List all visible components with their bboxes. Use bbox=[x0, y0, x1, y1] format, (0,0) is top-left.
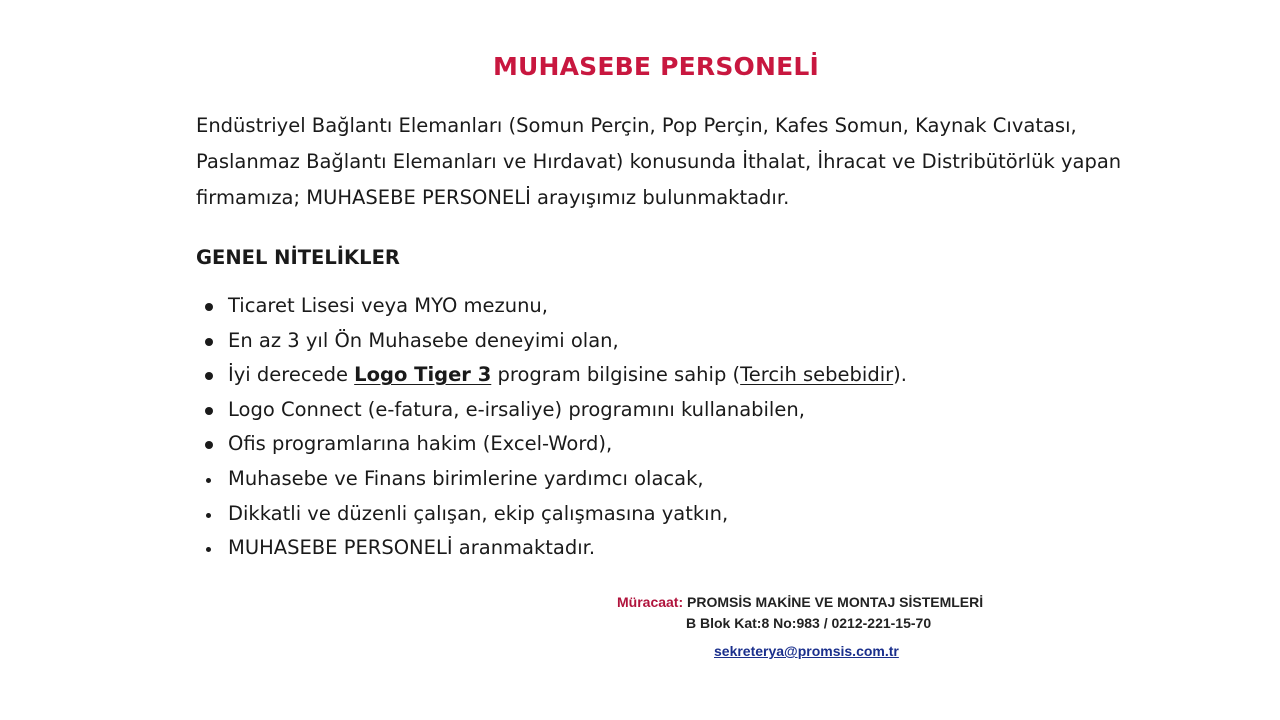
list-item-text: Ticaret Lisesi veya MYO mezunu, bbox=[228, 294, 548, 317]
page-title: MUHASEBE PERSONELİ bbox=[492, 52, 820, 81]
software-name-emphasis: Logo Tiger 3 bbox=[354, 363, 492, 387]
intro-line-1: Endüstriyel Bağlantı Elemanları (Somun Perçin, Pop Perçin, Kafes Somun, Kaynak Cıvatası, bbox=[196, 114, 1077, 137]
intro-line-3: firmamıza; MUHASEBE PERSONELİ arayışımız bulunmaktadır. bbox=[196, 186, 790, 209]
bullet-icon bbox=[205, 338, 213, 346]
qualifications-heading: GENEL NİTELİKLER bbox=[196, 246, 400, 269]
list-item bbox=[200, 324, 907, 359]
list-item-text: En az 3 yıl Ön Muhasebe deneyimi olan, bbox=[228, 328, 619, 352]
contact-label: Müracaat: bbox=[617, 594, 684, 610]
bullet-icon bbox=[205, 441, 213, 449]
intro-line-2: Paslanmaz Bağlantı Elemanları ve Hırdavat) konusunda İthalat, İhracat ve Distribütörlük yapan bbox=[196, 150, 1122, 173]
list-item bbox=[200, 497, 907, 532]
email-link[interactable]: sekreterya@promsis.com.tr bbox=[714, 643, 899, 659]
list-item-text-middle: program bilgisine sahip ( bbox=[491, 363, 741, 387]
list-item-text: Logo Connect (e-fatura, e-irsaliye) programını kullanabilen, bbox=[228, 397, 805, 421]
contact-block bbox=[617, 592, 983, 662]
contact-address: B Blok Kat:8 No:983 / 0212-221-15-70 bbox=[686, 615, 932, 631]
list-item bbox=[200, 531, 907, 566]
bullet-icon bbox=[206, 547, 211, 552]
list-item bbox=[200, 289, 907, 324]
preference-note: Tercih sebebidir bbox=[740, 363, 894, 387]
company-name: PROMSİS MAKİNE VE MONTAJ SİSTEMLERİ bbox=[687, 594, 984, 610]
list-item-text-prefix: İyi derecede bbox=[228, 363, 355, 387]
list-item bbox=[200, 393, 907, 428]
bullet-icon bbox=[205, 372, 213, 380]
list-item-text: Muhasebe ve Finans birimlerine yardımcı olacak, bbox=[228, 466, 704, 490]
list-item bbox=[200, 427, 907, 462]
bullet-icon bbox=[206, 478, 211, 483]
list-item-text: MUHASEBE PERSONELİ aranmaktadır. bbox=[228, 536, 596, 560]
bullet-icon bbox=[205, 303, 213, 311]
list-item bbox=[200, 358, 907, 393]
bullet-icon bbox=[206, 513, 211, 518]
qualifications-list bbox=[200, 289, 907, 566]
contact-company-line bbox=[617, 592, 983, 613]
bullet-icon bbox=[205, 407, 213, 415]
list-item-text: Ofis programlarına hakim (Excel-Word), bbox=[228, 432, 613, 456]
list-item bbox=[200, 462, 907, 497]
intro-paragraph bbox=[196, 108, 1136, 216]
list-item-text: Dikkatli ve düzenli çalışan, ekip çalışmasına yatkın, bbox=[228, 501, 729, 525]
list-item-text-suffix: ). bbox=[893, 363, 907, 387]
